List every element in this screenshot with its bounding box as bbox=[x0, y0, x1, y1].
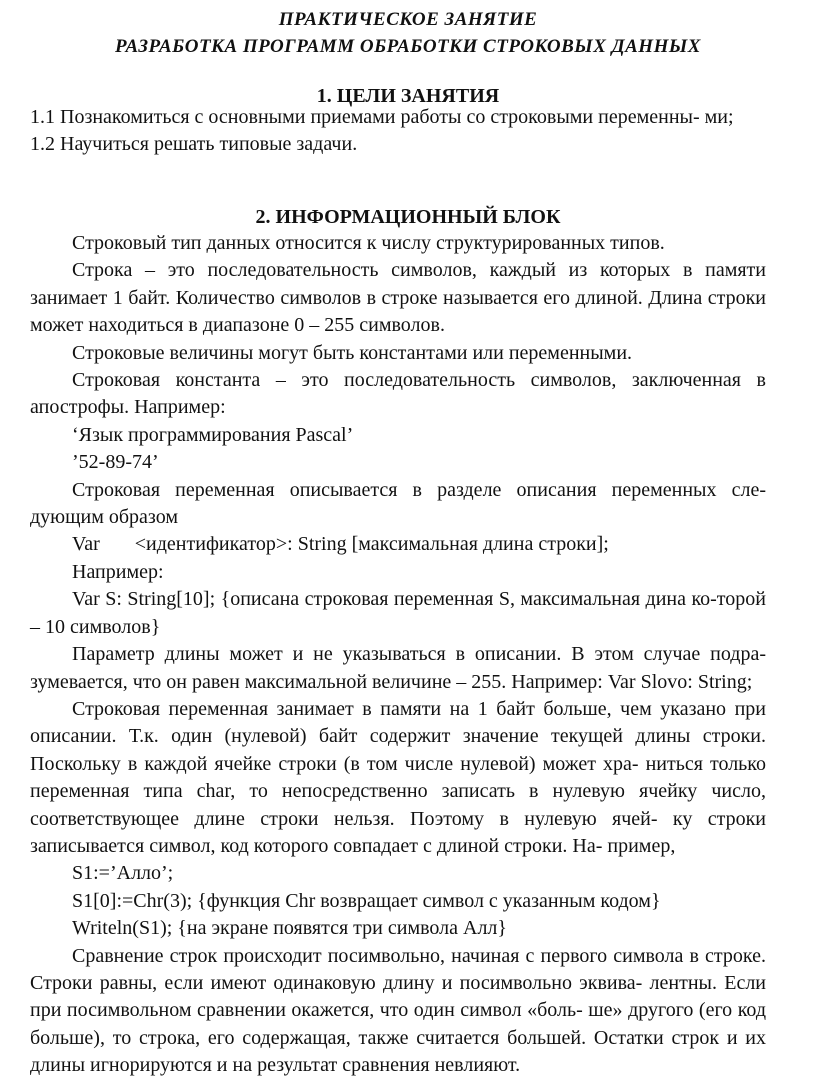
declaration-example: Var S: String[10]; {описана строковая переменная S, максимальная дина ко-торой – 10 символов} bbox=[30, 588, 766, 638]
section-heading-info: 2. ИНФОРМАЦИОННЫЙ БЛОК bbox=[255, 206, 561, 228]
document-title-line-2: РАЗРАБОТКА ПРОГРАММ ОБРАБОТКИ СТРОКОВЫХ ДАННЫХ bbox=[115, 36, 701, 57]
goal-item-2: 1.2 Научиться решать типовые задачи. bbox=[30, 133, 358, 156]
paragraph-memory: Строковая переменная занимает в памяти на 1 байт больше, чем указано при описании. Т.к. один (нулевой) байт содержит значение текущей длины строки. Поскольку в каждой ячейке строки (в том числе нулевой) может хра- ниться только переменная типа char, то непосредственно записать в нулевую ячейку число, соответствующее длине строки нельзя. Поэтому в нулевую ячей- ку строки записывается символ, код которого совпадает с длиной строки. На- пример, bbox=[30, 697, 766, 857]
paragraph-string-definition: Строка – это последовательность символов, каждый из которых в памяти занимает 1 байт. Количество символов в строке называется его длиной. Длина строки может находиться в диапазоне 0 – 255 символов. bbox=[30, 259, 766, 337]
declaration-syntax: Var <идентификатор>: String [максимальная длина строки]; bbox=[72, 533, 609, 556]
paragraph-string-variable: Строковая переменная описывается в разделе описания переменных сле- дующим образом bbox=[30, 478, 766, 529]
section-heading-goals: 1. ЦЕЛИ ЗАНЯТИЯ bbox=[316, 85, 500, 107]
code-line-3: Writeln(S1); {на экране появятся три символа Алл} bbox=[72, 917, 508, 940]
paragraph-string-values: Строковые величины могут быть константами или переменными. bbox=[72, 341, 633, 364]
example-constant-1: ‘Язык программирования Pascal’ bbox=[72, 423, 354, 446]
code-line-2: S1[0]:=Chr(3); {функция Chr возвращает символ с указанным кодом} bbox=[72, 889, 661, 912]
paragraph-length-parameter: Параметр длины может и не указываться в описании. В этом случае подра-зумевается, что он равен максимальной величине – 255. Например: Var Slovo: String; bbox=[30, 643, 766, 693]
example-constant-2: ’52-89-74’ bbox=[72, 451, 159, 474]
paragraph-string-constant: Строковая константа – это последовательность символов, заключенная в апострофы. Например: bbox=[30, 369, 766, 419]
example-label: Например: bbox=[72, 560, 164, 583]
paragraph-comparison: Сравнение строк происходит посимвольно, начиная с первого символа в строке. Строки равны, если имеют одинаковую длину и посимвольно эквива- лентны. Если при посимвольном сравнении окажется, что один символ «боль- ше» другого (его код больше), то строка, его содержащая, также считается большей. Остатки строк и их длины игнорируются и на результат сравнения невлияют. bbox=[30, 944, 766, 1077]
info-block bbox=[30, 230, 766, 1080]
goals-list bbox=[30, 104, 766, 159]
paragraph-string-type: Строковый тип данных относится к числу структурированных типов. bbox=[72, 232, 665, 254]
document-title-line-1: ПРАКТИЧЕСКОЕ ЗАНЯТИЕ bbox=[278, 9, 538, 30]
code-line-1: S1:=’Алло’; bbox=[72, 862, 174, 885]
goal-item-1: 1.1 Познакомиться с основными приемами работы со строковыми переменны- ми; bbox=[30, 106, 734, 128]
